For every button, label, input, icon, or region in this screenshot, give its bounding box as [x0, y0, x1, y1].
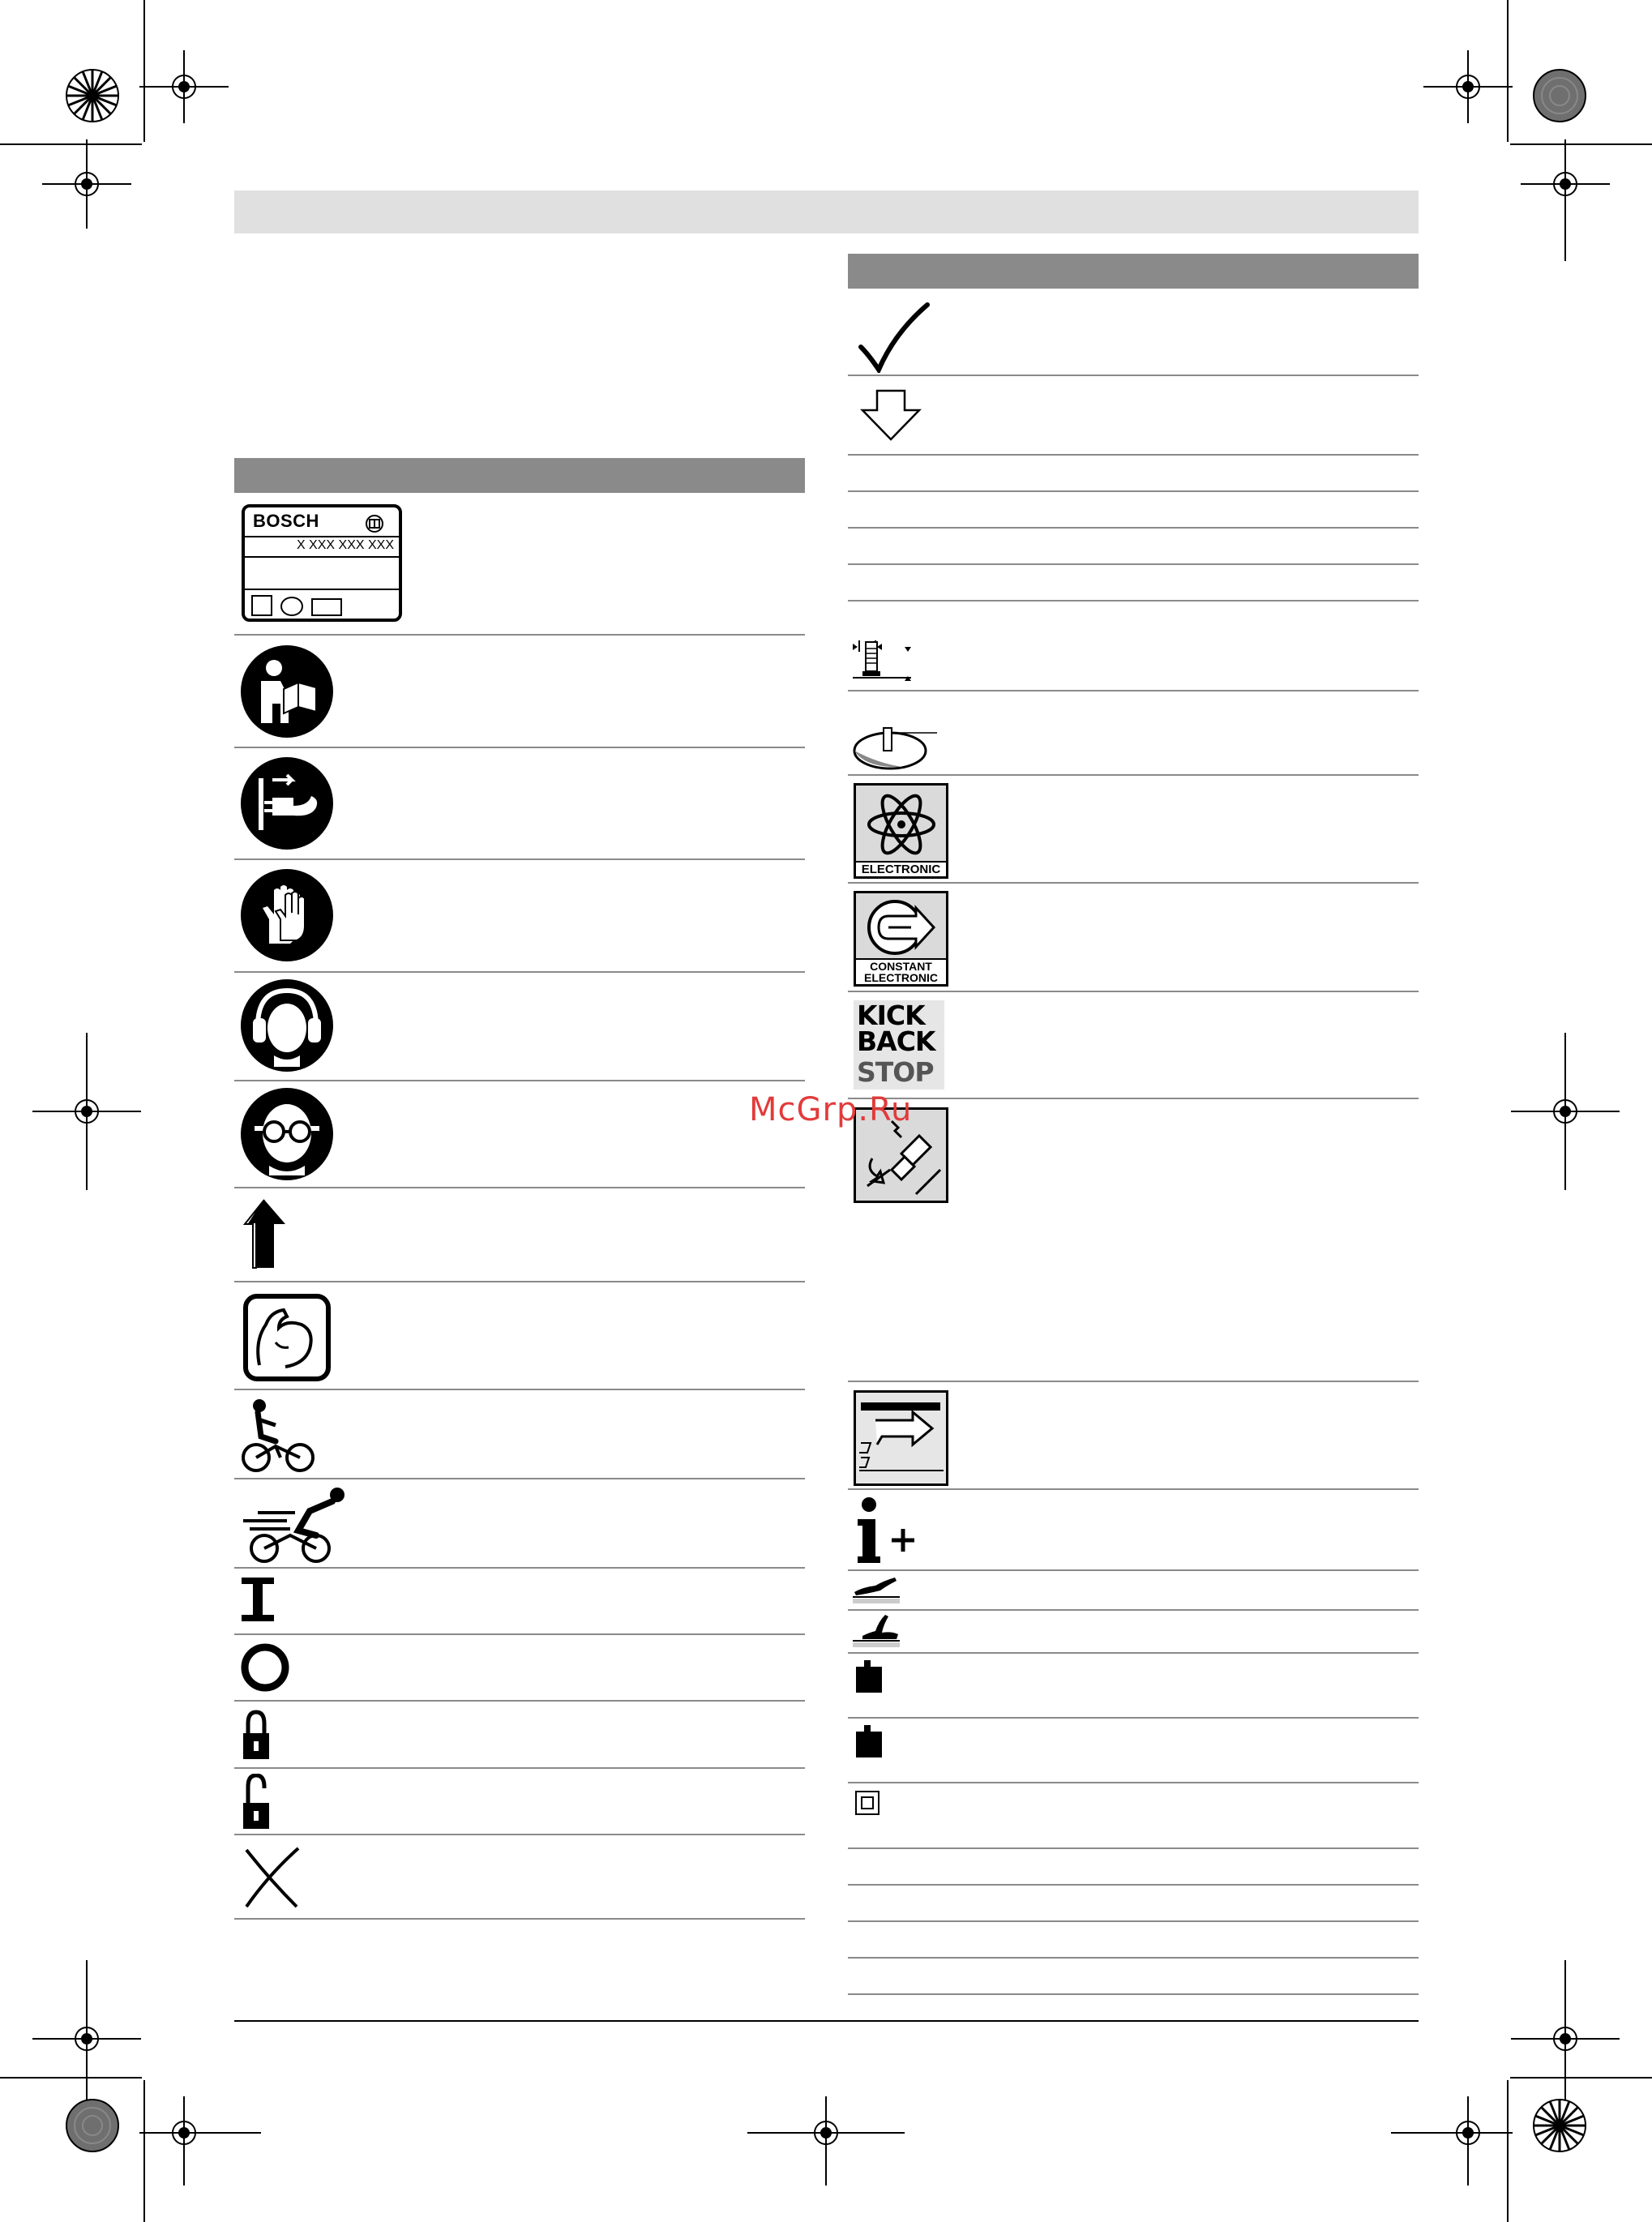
protection-class-icon: [854, 1790, 880, 1816]
atom-icon: [864, 790, 939, 858]
left-row-divider: [234, 1567, 805, 1569]
nameplate-icon: [242, 504, 402, 622]
left-row-divider: [234, 1767, 805, 1769]
right-row-divider: [848, 882, 1419, 884]
right-row-divider: [848, 1098, 1419, 1099]
right-row-divider: [848, 527, 1419, 529]
weight-small-icon: [854, 1723, 884, 1759]
registration-mark-icon: [32, 1033, 141, 1190]
grey-disc-icon: [1532, 68, 1587, 123]
down-arrow-icon: [859, 389, 922, 441]
slope-low-icon: [851, 1574, 903, 1605]
right-row-divider: [848, 1488, 1419, 1490]
constant-electronic-icon: [854, 891, 948, 987]
left-row-divider: [234, 858, 805, 860]
left-row-divider: [234, 1187, 805, 1188]
registration-mark-icon: [1423, 50, 1513, 123]
bosch-logo-icon: [365, 514, 384, 533]
tool-change-arrow-icon: [858, 1396, 945, 1482]
fast-cycling-icon: [242, 1485, 349, 1563]
muscle-icon: [243, 1294, 331, 1381]
right-column-heading-bar: [848, 254, 1419, 289]
star-target-icon: [65, 68, 120, 123]
forbidden-cross-icon: [242, 1845, 302, 1908]
left-row-divider: [234, 1834, 805, 1835]
left-row-divider: [234, 634, 805, 636]
registration-mark-icon: [1511, 1033, 1620, 1190]
right-row-divider: [848, 1847, 1419, 1849]
left-column-heading-bar: [234, 458, 805, 493]
left-row-divider: [234, 1478, 805, 1479]
nameplate-code: X XXX XXX XXX: [296, 538, 394, 552]
read-manual-icon: [238, 644, 336, 739]
checkmark-icon: [858, 302, 931, 373]
nameplate-brand: BOSCH: [253, 511, 319, 531]
right-row-divider: [848, 454, 1419, 456]
left-row-divider: [234, 1918, 805, 1920]
right-row-divider: [848, 1920, 1419, 1922]
right-row-divider: [848, 375, 1419, 376]
registration-mark-icon: [1511, 1960, 1620, 2117]
right-row-divider: [848, 1569, 1419, 1571]
right-row-divider: [848, 1609, 1419, 1611]
right-row-divider: [848, 1993, 1419, 1995]
left-row-divider: [234, 1281, 805, 1282]
page-header-band: [234, 191, 1419, 233]
watermark: McGrp.Ru: [749, 1091, 913, 1128]
off-switch-icon: [240, 1642, 290, 1693]
grey-disc-icon: [65, 2098, 120, 2153]
tool-change-icon: [854, 1390, 948, 1486]
unplug-icon: [238, 756, 336, 851]
constant-electronic-caption-line1: CONSTANT: [870, 960, 932, 973]
ear-protection-icon: [238, 978, 336, 1073]
right-row-divider: [848, 490, 1419, 492]
registration-mark-icon: [139, 2096, 261, 2186]
kickback-line3: STOP: [857, 1056, 934, 1088]
right-row-divider: [848, 1381, 1419, 1382]
left-row-divider: [234, 1080, 805, 1081]
registration-mark-icon: [42, 139, 131, 229]
right-row-divider: [848, 1884, 1419, 1886]
slow-cycling-icon: [242, 1396, 316, 1474]
registration-mark-icon: [139, 50, 229, 123]
registration-mark-icon: [32, 1960, 141, 2117]
right-row-divider: [848, 600, 1419, 602]
right-row-divider: [848, 690, 1419, 691]
kickback-stop-icon: [854, 1000, 944, 1090]
saw-blade-icon: [851, 721, 940, 772]
left-row-divider: [234, 1633, 805, 1635]
lock-icon: [242, 1709, 271, 1761]
right-row-divider: [848, 1717, 1419, 1719]
kickback-line2: BACK: [857, 1025, 935, 1057]
registration-mark-icon: [1391, 2096, 1513, 2186]
kickback-line1: KICK: [857, 1000, 925, 1031]
left-row-divider: [234, 1700, 805, 1702]
right-row-divider: [848, 1652, 1419, 1654]
constant-electronic-caption: [856, 958, 946, 984]
right-row-divider: [848, 563, 1419, 565]
on-switch-icon: [240, 1576, 276, 1623]
registration-mark-icon: [747, 2096, 905, 2186]
unlock-icon: [242, 1774, 271, 1830]
left-row-divider: [234, 747, 805, 748]
right-row-divider: [848, 1782, 1419, 1783]
footer-rule: [234, 2020, 1419, 2022]
constant-speed-icon: [864, 897, 939, 960]
info-plus-icon: [854, 1496, 919, 1565]
electronic-caption: ELECTRONIC: [856, 861, 946, 876]
left-row-divider: [234, 971, 805, 973]
left-row-divider: [234, 1389, 805, 1390]
weight-icon: [854, 1659, 884, 1694]
electronic-icon: [854, 783, 948, 879]
star-target-icon: [1532, 2098, 1587, 2153]
depth-gauge-icon: [851, 637, 914, 689]
right-row-divider: [848, 774, 1419, 776]
registration-mark-icon: [1521, 139, 1610, 261]
constant-electronic-caption-line2: ELECTRONIC: [864, 971, 938, 984]
right-row-divider: [848, 991, 1419, 992]
eye-protection-icon: [238, 1086, 336, 1182]
slope-high-icon: [851, 1613, 903, 1649]
right-row-divider: [848, 1957, 1419, 1959]
direction-arrow-icon: [243, 1197, 292, 1271]
gloves-icon: [238, 867, 336, 963]
